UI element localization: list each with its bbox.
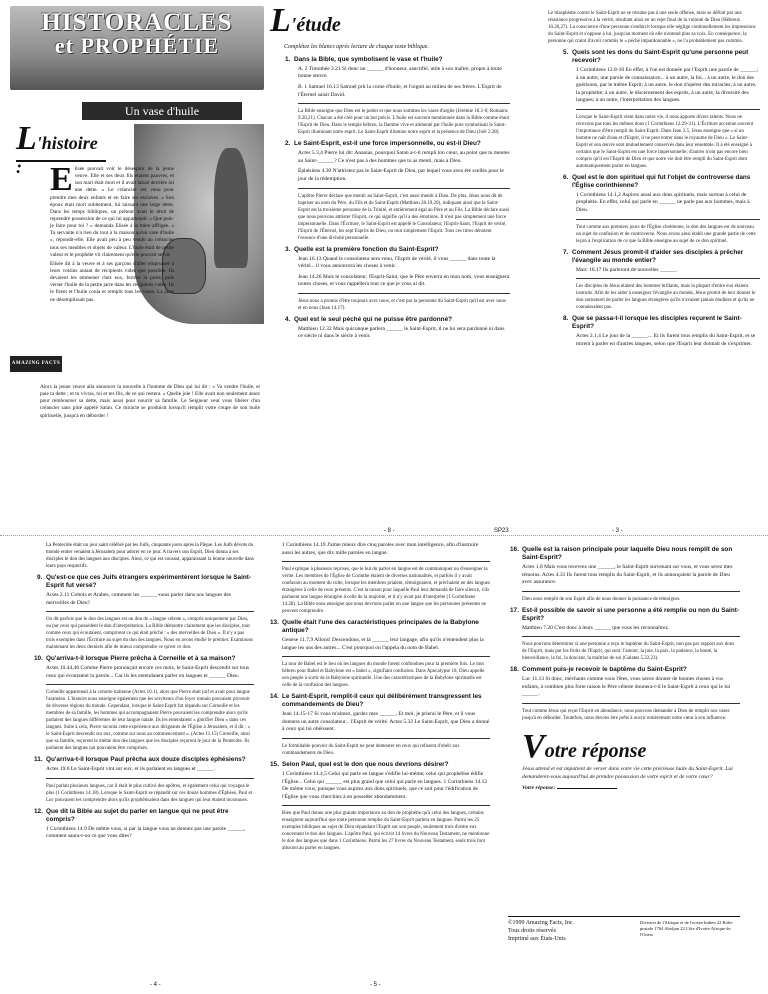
votre-reponse-blank[interactable] [557,784,617,789]
bottom-column-1 [32,542,254,844]
footer-copyright-block [508,920,574,943]
votre-reponse-heading-rest: otre réponse [544,740,647,763]
page-number-3: - 3 - [612,528,623,534]
answer-3b: Jean 14.26 Mais le consolateur, l'Esprit-Saint, que le Père enverra en mon nom, vous enseignera toutes choses, et vous rappellera tout ce que je vous ai dit. [298,273,510,288]
question-14: 14. Le Saint-Esprit, remplit-il ceux qui délibérément transgressent les commandements de Dieu? [270,693,482,709]
right-top-panel [548,6,760,351]
answer-8: Actes 2.1,4 Le jour de la ______... Et ils furent tous remplis du Saint-Esprit, et se mirent à parler en d'autres langues, selon que l'Esprit leur donnait de s'exprimer. [576,333,756,347]
question-5: 5. Quels sont les dons du Saint-Esprit qu'une personne peut recevoir? [563,49,749,64]
note-16: Dieu nous remplit de son Esprit afin de nous donner la puissance de témoigner. [522,591,740,603]
answer-3a: Jean 16.13 Quand le consolateur sera venu, l'Esprit de vérité, il vous ______ dans toute la vérité... il vous annoncera les choses à venir. [298,255,496,270]
page-code: SP23 [494,528,509,534]
note-18: Tout comme Jésus qui reçut l'Esprit en abondance, nous pouvons demander à Dieu de remplir nos vases jusqu'à en déborder. Toutefois, nous devons être prêts à ouvrir entièrement notre cœur à son influence. [522,703,740,722]
question-3: 3. Quelle est la première fonction du Saint-Esprit? [285,245,439,253]
answer-10: Actes 10.44,46 Comme Pierre prononçait encore ces mots, le Saint-Esprit descendit sur tous ceux qui écoutaient la parole... Car ils les entendaient parler en langues et ______ Dieu. [46,665,249,679]
answer-18: Luc 11.13 Si donc, méchants comme vous l'êtes, vous savez donner de bonnes choses à vos enfants, à combien plus forte raison le Père céleste donnera-t-il le Saint-Esprit à ceux qui le lui ______. [522,676,731,698]
answer-1b: B. 1 Samuel 16.13 Samuel prit la corne d'huile, et l'oignit au milieu de ses frères. L'Esprit de l'Éternel saisit David. [298,84,502,98]
answer-4a: Matthieu 12.32 Mais quiconque parlera ______ le Saint-Esprit, il ne lui sera pardonné ni dans ce siècle ni dans le siècle à venir. [298,325,505,340]
question-15: 15. Selon Paul, quel est le don que nous devrions désirer? [270,761,449,769]
question-7: 7. Comment Jésus promit-il d'aider ses disciples à prêcher l'évangile au monde entier? [563,248,744,264]
answer-2b: Éphésiens 4.30 N'attristez pas le Saint-Esprit de Dieu, par lequel vous avez été scellés pour le jour de la rédemption. [298,168,504,182]
cover-title-line2: et PROPHÉTIE [54,33,220,58]
question-8: 8. Que se passa-t-il lorsque les disciples reçurent le Saint-Esprit? [563,315,742,331]
question-1: 1. Dans la Bible, que symbolisent le vase et l'huile? [285,55,443,63]
votre-reponse-text: Jésus attend et est impatient de verser dans votre vie cette précieuse huile du Saint-Esprit. Lui demanderez-vous aujourd'hui de prendre possession de votre esprit et de votre cœur? [522,766,733,781]
note-10: Corneille appartenait à la cohorte italienne (Actes 10.1), alors que Pierre était juif et avait pour langue l'araméen. L'histoire nous enseigne également que les serviteurs d'un foyer romain pouvaient provenir de diverses régions du monde. Cependant, lorsque le Saint-Esprit fut répandu sur Corneille et les membres de sa famille, les hommes qui accompagnaient Pierre pouvaient les comprendre alors qu'ils parlaient des langues différentes de leur langue natale. Ils les entendaient « glorifier Dieu » dans ces langues. Suite à cela, Pierre raconta cette expérience aux dirigeants de l'Église à Jérusalem, et il dit : « le Saint-Esprit descendit sur eux, comme sur nous au commencement ». (Actes 11.15) Corneille, ainsi que sa famille, reçurent le même don des langues que les disciples reçurent le jour de la Pentecôte. Ils parlaient des langues qui pouvaient être comprises. [46,684,254,752]
answer-5: 1 Corinthiens 12.8-10 En effet, à l'un est donnée par l'Esprit une parole de ______; à un autre, une parole de connaissance... à un autre, la foi... à un autre, le don des guérisons, par le même Esprit; à un autre, le don d'opérer des miracles; à un autre, la prophétie; à un autre, le discernement des esprits, à un autre, la diversité des langues; à un autre, l'interprétation des langues. [576,67,759,104]
question-6: 6. Quel est le don spirituel qui fut l'objet de controverse dans l'Église corinthienne? [563,173,751,189]
cover-title-line1: HISTORACLES [41,9,233,36]
pentecost-intro: La Pentecôte était un jour saint célébré par les Juifs, cinquante jours après la Pâque. Les Juifs dévots du monde entier venaient à Jérusalem pour adorer en ce jour. A travers son Esprit, Dieu donna à ses disciples le don des langues aux disciples. Ainsi, ce qui est courant, apparaissant la bonne nouvelle dans leurs pays respectifs. [46,543,254,569]
note-1: La Bible enseigne que Dieu est le potier et que nous sommes les vases d'argile (Jérémie 18.1-6; Romains 9.20,21). Chacun a été créé pour un but précis. L'huile est souvent mentionnée dans la Bible comme étant l'Esprit de Dieu. Dans le temple hébreu, la flamme vive et alimenté par l'huile pure symbolisait le Saint-Esprit illuminant notre esprit. Le Saint-Esprit illumine notre esprit et la présence de Dieu (Joël 2.28). [298,103,510,136]
page-number-4: - 4 - [150,982,161,988]
note-11: Paul parlait plusieurs langues, car il était le plus cultivé des apôtres, et également celui qui voyagea le plus (1 Corinthiens 14.18). Lorsque le Saint-Esprit se répandit sur ces douze hommes d'Éphèse, Paul et Luc pouvaient les comprendre alors qu'ils prophétisaient dans des langues qui leur étaient inconnues. [46,778,254,804]
question-13: 13. Quelle était l'une des caractéristiques principales de la Babylone antique? [270,619,479,635]
page-number-8: - 8 - [384,528,395,534]
answer-7: Marc 16.17 Ils parleront de nouvelles ______. [576,266,678,273]
story-column [50,161,174,304]
question-4: 4. Quel est le seul péché qui ne puisse être pardonné? [285,315,453,323]
story-paragraph-2: Elisée dit à la veuve et à ses garçons d'aller emprunter à leurs voisins autant de récipients vides que possible. Ils devaient les emmener chez eux, fermer la porte, puis verser l'huile de la petite jarre dans les récipients vides. Ils le firent et l'huile coula et remplit tous les vases. La jarre ne désemplissait pas. [50,260,174,303]
story-dropcap: E [50,161,73,198]
votre-reponse-label: Votre réponse: [522,784,556,791]
etude-subtitle: Complétez les blancs après lecture de chaque texte biblique. [284,44,429,50]
histoire-heading [16,120,106,177]
rights-text: Tous droits réservés [508,927,556,934]
histoire-dropcap: L [16,120,37,157]
answer-1a: A. 2 Timothée 2.21 Si donc un ______ d'honneur, sanctifié, utile à son maître, propre à toute bonne œuvre. [298,65,502,80]
question-18: 18. Comment puis-je recevoir le baptême du Saint-Esprit? [510,666,687,674]
footer-address: Division de l'Afrique et de l'océan Indien 22 Boîte postale 1764 Abidjan 22 Côte d'Ivoire Afrique de l'Ouest [640,920,733,937]
histoire-heading-rest: 'histoire : [16,133,98,177]
footer [508,916,740,943]
note-3: Jésus nous a promis d'être toujours avec nous, et c'est par la personne du Saint-Esprit qu'il est avec nous et en nous (Jean 14.17). [298,293,510,312]
note-15: Bien que Paul donne une plus grande importance au don de prophétie qu'à celui des langues, certains enseignent aujourd'hui que toute personne remplie du Saint-Esprit parlera en langues. Parmi les 25 exemples bibliques au sujet de Dieu répandant l'Esprit sur son peuple, seulement trois d'entre eux concernent le don des langues. L'apôtre Paul, qui écrivit 14 livres du Nouveau Testament, ne mentionne le don des langues que dans 1 Corinthiens. Parmi les 27 livres du Nouveau Testament, seuls trois font allusion au parler en langues. [282,805,490,852]
answer-14: Jean 14.15-17 Si vous m'aimez, gardez mes ______. Et moi, je prierai le Père, et il vous donnera un autre consolateur... l'Esprit de vérité. Actes 5.32 Le Saint-Esprit, que Dieu a donné à ceux qui lui obéissent. [282,711,490,733]
answer-17: Matthieu 7.20 C'est donc à leurs ______ que vous les reconnaîtrez. [522,624,670,631]
answer-9: Actes 2.11 Crétois et Arabes, comment les ______-nous parler dans nos langues des merveilles de Dieu? [46,592,231,606]
votre-reponse-dropcap: V [522,728,545,766]
cover-title-block [10,6,264,90]
note-13: La tour de Babel est le lieu où les langues du monde furent confondues pour la première fois. Le mot hébreu pour Babel et Babylone est « babel », signifiant confusion. Dans Apocalypse 18, Dieu appelle son peuple à sortir de la Babylone spirituelle. Une des caractéristiques de la Babylone spirituelle est celle de la confusion des langues. [282,656,490,689]
question-12: 12. Que dit la Bible au sujet du parler en langue qui ne peut être compris? [34,807,229,823]
question-16: 16. Quelle est la raison principale pour laquelle Dieu nous remplit de son Saint-Esprit? [510,546,733,561]
question-17: 17. Est-il possible de savoir si une personne a été remplie ou non du Saint-Esprit? [510,606,739,622]
note-2: L'apôtre Pierre déclare que mentir au Saint-Esprit, c'est aussi mentir à Dieu. De plus, Jésus nous dit de baptiser au nom du Père, du Fils et du Saint-Esprit (Matthieu 28.19,20), indiquant ainsi que le Saint-Esprit est la troisième personne de la Trinité, et entièrement égal au Père et au Fils. La Bible déclare aussi que nous pouvons attrister l'Esprit, ce qui signifie qu'il a des émotions. Il n'est pas simplement une force impersonnelle. Dans l'Écriture, le Saint-Esprit est appelé le Consolateur, l'Esprit-Saint, l'Esprit de vérité, l'Esprit de l'Éternel, les sept Esprits de Dieu, ou tout simplement l'Esprit. Tous ces titres dénotent l'essence d'une divinité personnelle. [298,188,510,242]
cover-panel [10,6,264,522]
bottom-column-2 [268,542,490,856]
printed-text: Imprimé aux États-Unis [508,935,566,942]
etude-panel [270,2,510,344]
bottom-sheet [0,536,768,994]
amazing-facts-logo: AMAZING FACTS [10,356,62,372]
question-11: 11. Qu'arriva-t-il lorsque Paul prêcha aux douze disciples éphésiens? [34,756,246,764]
answer-15: 1 Corinthiens 14.4,5 Celui qui parle en langue s'édifie lui-même; celui qui prophétise édifie l'Église... Celui qui ______ est plus grand que celui qui parle en langues. 1 Corinthiens 14.12 De même vous, puisque vous aspirez aux dons spirituels, que ce soit pour l'édification de l'Église que vous cherchiez à en posséder abondamment. [282,771,488,800]
answer-13: Genèse 11.7,9 Allons! Descendons, et là ______ leur langage, afin qu'ils n'entendent plus la langue les uns des autres... C'est pourquoi on l'appela du nom de Babel. [282,637,484,651]
votre-reponse-heading [522,728,740,766]
story-paragraph-1: lisée pouvait voir le désespoir de la jeune veuve. Elle et ses deux fils étaient pauvres, et son mari était mort et il avait laissé derrière lui une dette. « Le créancier est venu pour prendre mes deux enfants et en faire ses esclaves. » Son époux était mort subitement, lui laissant une large dette. Dans les temps bibliques, un prêteur avait le droit de reprendre possession de ce qui lui appartenait. « Que puis-je faire pour toi ? » demanda Elisée à la mère affligée. « Ta servante n'a rien du tout à la maison qu'un vase d'huile », répondit-elle. Elle avait peu à peu vendu au créancier tous ses meubles et objets de valeur. L'huile était de petite valeur et le prophète vit clairement qu'elle pouvait servir. [50,166,174,258]
woman-figure-shape [214,148,248,268]
note-12: Paul explique à plusieurs reprises, que le but du parler en langue est de communiquer ou d'enseigner la vérité. Les membres de l'Église de Corinthe étaient de diverses nationalités, et parfois il y avait confusion au moment du culte, lorsque les membres priaient, témoignaient, et prêchaient en des langues étrangères à celle de ceux présents. C'est la raison pour laquelle Paul leur demanda de faire silence, s'ils parlaient une langue étrangère à celle de la majorité, et il n'y avait pas d'interprète (1 Corinthiens 14.28). La Bible nous enseigne que nous devrions parler en une langue que les personnes présentes ne peuvent comprendre. [282,561,490,615]
answer-12b: 1 Corinthiens 14.19 J'aime mieux dire cinq paroles avec mon intelligence, afin d'instruire aussi les autres, que dix mille paroles en langue. [282,542,479,556]
etude-title [270,2,510,42]
etude-title-rest: 'étude [290,14,341,36]
answer-6: 1 Corinthiens 14.1,2 Aspirez aussi aux dons spirituels, mais surtout à celui de prophétie. En effet, celui qui parle en ______ ne parle pas aux hommes, mais à Dieu. [576,191,750,214]
note-blaspheme: Le blasphème contre le Saint-Esprit ne se résume pas à une seule offense, mais se définit par une résistance progressive à la vérité, résultant ainsi en un rejet final de la volonté de Dieu (Hébreux 10.26,27). La conscience d'une personne s'endurcit lorsque elle néglige continuellement les impressions du Saint-Esprit et s'oppose à lui, jusqu'au moment où elle n'entend plus sa voix. En conséquence, la personne qui craint d'avoir commis le « péché impardonnable », ne l'a probablement pas commis. [548,11,756,44]
question-2: 2. Le Saint-Esprit, est-il une force impersonnelle, ou est-il Dieu? [285,140,481,148]
votre-reponse-line [522,784,740,793]
question-9: 9. Qu'est-ce que ces Juifs étrangers expérimentèrent lorsque le Saint-Esprit fut versé? [37,574,252,589]
note-7: Les disciples de Jésus étaient des hommes brillants, mais la plupart d'entre eux étaient instruits. Afin de les aider à enseigner l'évangile au monde, Jésus promit de leur donner le don surnaturel de parler les langues étrangères qu'ils n'avaient jamais étudiées et qu'ils ne connaissaient pas. [576,278,760,311]
note-17: Nous pouvons déterminer si une personne a reçu le baptême du Saint-Esprit, non pas par rapport aux dons de l'Esprit, mais par les fruits de l'Esprit, qui sont: l'amour, la joie, la paix, la patience, la bonté, la bienveillance, la foi, la douceur, la maîtrise de soi (Galates 5.22,23). [522,636,740,662]
bottom-column-3 [508,542,740,793]
cover-banner: Un vase d'huile [82,102,242,120]
copyright-text: ©1999 Amazing Facts, Inc. [508,920,575,926]
answer-2a: Actes 5.3,4 Pierre lui dit: Ananias, pourquoi Satan a-t-il rempli ton cœur, au point que tu mentes au Saint-______? Ce n'est pas à des hommes que tu as menti, mais à Dieu. [298,150,510,164]
etude-dropcap: L [270,2,291,39]
question-10: 10. Qu'arriva-t-il lorsque Pierre prêcha à Corneille et à sa maison? [34,655,236,663]
answer-12: 1 Corinthiens 14.9 De même vous, si par la langue vous ne donnez pas une parole ______, comment saura-t-on ce que vous dites? [46,825,246,840]
note-9: On dit parfois que le don des langues est un don de « langue céleste », compris uniquement par Dieu, ou par ceux qui possèdent le don d'interprétation. La Bible démontre clairement que les disciples, tout comme ceux qui écoutaient, comprirent ce qui était prêché : « des merveilles de Dieu ». Il n'y a pas trois exemples dans l'Écriture au sujet du don des langues. Nous en avons étudié le premier. Examinons maintenant les deux derniers afin de mieux comprendre ce qu'est ce don. [46,611,254,651]
note-5: Lorsque le Saint-Esprit vient dans notre vie, il nous apporte divers talents. Nous ne recevons pas tous les mêmes dons (1 Corinthiens 12.29-31). L'Écriture accentue souvent l'importance d'être rempli du Saint-Esprit. Dans Jean 3.5, Jésus enseigne que « si un homme ne naît d'eau et d'Esprit, il ne peut entrer dans le royaume de Dieu ». Le Saint-Esprit et son œuvre sont mutuellement conservés dans leur ensemble. Il a été enseigné à certains que le Saint-Esprit est une force impersonnelle; d'autres n'ont pas encore bien compris qu'il est l'Esprit de Dieu et que notre vie doit être rempli du Saint-Esprit dont automatiquement parler en langues. [576,109,760,170]
note-6: Tout comme aux premiers jours de l'Église chrétienne, le don des langues est de nouveau un sujet de confusion et de controverse. Nous avons ainsi établi une grande partie de cette leçon à l'explication de ce que la Bible enseigne au sujet de ce don spirituel. [576,219,760,245]
story-paragraph-3: Alors la jeune veuve alla annoncer la nouvelle à l'homme de Dieu qui lui dit : « Va vendre l'huile, et paie ta dette ; et tu vivras, toi et tes fils, de ce qui restera. » Quelle joie ! Elle avait non seulement assez pour rembourser sa dette, mais aussi pour nourrir sa famille. Le Seigneur veut vous libérer d'un créancier sans pitié appelé Satan. Ce miracle se produisit lorsqu'il remplit votre coupe de son huile spirituelle, jusqu'à en déborder ! [40,384,260,419]
answer-11: Actes 19.6 Le Saint-Esprit vint sur eux, et ils parlaient en langues et ______. [46,766,215,773]
note-14: Le formidable pouvoir du Saint-Esprit ne peut demeurer en ceux qui refusent d'obéir aux commandements de Dieu. [282,738,490,757]
page-number-5: - 5 - [370,982,381,988]
answer-16: Actes 1.8 Mais vous recevrez une ______, le Saint-Esprit survenant sur vous, et vous serez mes témoins. Actes 4.31 Ils furent tous remplis du Saint-Esprit, et ils annonçaient la parole de Dieu avec assurance. [522,564,733,586]
